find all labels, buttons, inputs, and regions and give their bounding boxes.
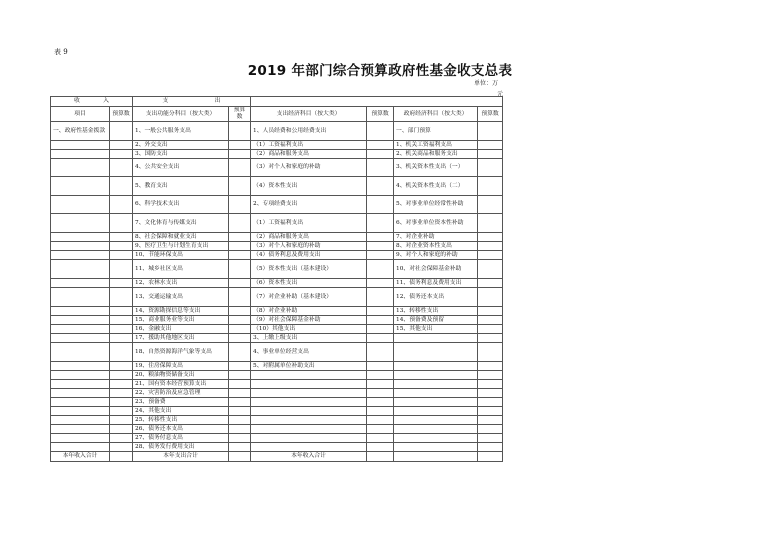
expense-total-government — [394, 452, 478, 462]
function-budget — [229, 307, 251, 316]
economic-budget — [367, 288, 394, 307]
function-item: 11、城乡社区支出 — [133, 260, 229, 279]
function-budget — [229, 288, 251, 307]
function-item: 13、交通运输支出 — [133, 288, 229, 307]
economic-budget — [367, 362, 394, 371]
function-item: 10、节能环保支出 — [133, 251, 229, 260]
income-item — [51, 177, 110, 196]
economic-item: （3）对个人和家庭的补助 — [251, 242, 367, 251]
income-item — [51, 334, 110, 343]
income-item — [51, 196, 110, 214]
header-row-columns — [51, 107, 503, 122]
table-row — [51, 343, 503, 362]
economic-item — [251, 398, 367, 407]
unit-label-continued: 元 — [497, 91, 504, 98]
function-item: 12、农林水支出 — [133, 279, 229, 288]
function-item: 22、灾害防治及应急管理 — [133, 389, 229, 398]
income-budget — [110, 325, 133, 334]
income-budget — [110, 416, 133, 425]
income-item — [51, 242, 110, 251]
income-item — [51, 362, 110, 371]
government-budget — [478, 279, 503, 288]
table-row — [51, 122, 503, 141]
function-budget — [229, 279, 251, 288]
economic-budget — [367, 416, 394, 425]
table-row — [51, 407, 503, 416]
income-item — [51, 325, 110, 334]
income-budget — [110, 407, 133, 416]
table-row — [51, 325, 503, 334]
function-item: 15、商业服务业等支出 — [133, 316, 229, 325]
table-row — [51, 288, 503, 307]
income-item — [51, 307, 110, 316]
income-item — [51, 343, 110, 362]
economic-item: 2、专项经费支出 — [251, 196, 367, 214]
function-item: 6、科学技术支出 — [133, 196, 229, 214]
expense-total-economic-value — [367, 452, 394, 462]
economic-budget — [367, 380, 394, 389]
expense-total-function: 本年支出合计 — [133, 452, 229, 462]
income-budget — [110, 443, 133, 452]
income-budget — [110, 288, 133, 307]
government-budget — [478, 316, 503, 325]
function-item: 18、自然资源海洋气象等支出 — [133, 343, 229, 362]
income-item — [51, 233, 110, 242]
income-budget — [110, 343, 133, 362]
function-item: 23、预备费 — [133, 398, 229, 407]
economic-item: 4、事业单位经营支出 — [251, 343, 367, 362]
government-budget — [478, 380, 503, 389]
income-budget — [110, 141, 133, 150]
table-row — [51, 362, 503, 371]
function-item: 4、公共安全支出 — [133, 159, 229, 177]
government-item: 15、其他支出 — [394, 325, 478, 334]
economic-item — [251, 407, 367, 416]
economic-item: （10）其他支出 — [251, 325, 367, 334]
government-item — [394, 362, 478, 371]
government-budget — [478, 362, 503, 371]
income-item — [51, 150, 110, 159]
income-budget — [110, 279, 133, 288]
function-budget — [229, 150, 251, 159]
function-item: 19、住房保障支出 — [133, 362, 229, 371]
income-item — [51, 380, 110, 389]
function-item: 26、债务还本支出 — [133, 425, 229, 434]
economic-item: （2）商品和服务支出 — [251, 150, 367, 159]
economic-item — [251, 380, 367, 389]
table-row — [51, 443, 503, 452]
table-row — [51, 242, 503, 251]
income-total-value — [110, 452, 133, 462]
function-item: 28、债务发行费用支出 — [133, 443, 229, 452]
function-item: 20、粮油物资储备支出 — [133, 371, 229, 380]
income-budget — [110, 214, 133, 233]
economic-item — [251, 389, 367, 398]
function-budget — [229, 260, 251, 279]
table-row — [51, 380, 503, 389]
income-budget — [110, 362, 133, 371]
government-budget — [478, 159, 503, 177]
income-budget — [110, 122, 133, 141]
government-budget — [478, 260, 503, 279]
expense-total-government-value — [478, 452, 503, 462]
unit-label: 单位：万 — [474, 80, 499, 87]
government-item: 7、对企业补助 — [394, 233, 478, 242]
government-item: 3、机关资本性支出（一） — [394, 159, 478, 177]
government-item: 11、债务利息及费用支出 — [394, 279, 478, 288]
function-item: 3、国防支出 — [133, 150, 229, 159]
income-item — [51, 371, 110, 380]
government-item: 10、对社会保障基金补助 — [394, 260, 478, 279]
government-budget — [478, 251, 503, 260]
table-row — [51, 260, 503, 279]
economic-budget — [367, 407, 394, 416]
col-item: 项目 — [51, 107, 110, 122]
income-item — [51, 214, 110, 233]
col-economic: 支出经济科目（按大类） — [251, 107, 367, 122]
table-row — [51, 279, 503, 288]
income-item — [51, 434, 110, 443]
economic-item: （6）资本性支出 — [251, 279, 367, 288]
economic-item: 5、对附属单位补助支出 — [251, 362, 367, 371]
income-item — [51, 389, 110, 398]
economic-item — [251, 425, 367, 434]
economic-item: （2）商品和服务支出 — [251, 233, 367, 242]
economic-item: 3、上缴上级支出 — [251, 334, 367, 343]
income-item — [51, 159, 110, 177]
income-total: 本年收入合计 — [51, 452, 110, 462]
function-item: 27、债务付息支出 — [133, 434, 229, 443]
header-empty-cell — [251, 97, 503, 107]
income-budget — [110, 177, 133, 196]
table-row — [51, 251, 503, 260]
economic-item: （4）债务利息及费用支出 — [251, 251, 367, 260]
table-row — [51, 334, 503, 343]
economic-budget — [367, 141, 394, 150]
function-budget — [229, 242, 251, 251]
income-item — [51, 416, 110, 425]
economic-budget — [367, 434, 394, 443]
income-item — [51, 443, 110, 452]
economic-budget — [367, 389, 394, 398]
economic-budget — [367, 196, 394, 214]
government-budget — [478, 214, 503, 233]
government-budget — [478, 307, 503, 316]
function-item: 14、资源勘探信息等支出 — [133, 307, 229, 316]
economic-budget — [367, 334, 394, 343]
economic-budget — [367, 242, 394, 251]
table-row — [51, 371, 503, 380]
government-item: 12、债务还本支出 — [394, 288, 478, 307]
table-row — [51, 307, 503, 316]
government-budget — [478, 242, 503, 251]
economic-budget — [367, 343, 394, 362]
income-item — [51, 251, 110, 260]
economic-item: （1）工资福利支出 — [251, 141, 367, 150]
budget-table — [50, 96, 503, 462]
economic-item: （1）工资福利支出 — [251, 214, 367, 233]
col-budget-function: 预算数 — [229, 107, 251, 122]
government-budget — [478, 196, 503, 214]
page-title: 2019 年部门综合预算政府性基金收支总表 — [247, 63, 513, 79]
income-budget — [110, 159, 133, 177]
col-budget-income: 预算数 — [110, 107, 133, 122]
government-budget — [478, 122, 503, 141]
function-item: 1、一般公共服务支出 — [133, 122, 229, 141]
function-item: 17、援助其他地区支出 — [133, 334, 229, 343]
col-government: 政府经济科目（按大类） — [394, 107, 478, 122]
income-item: 一、政府性基金拨款 — [51, 122, 110, 141]
income-item — [51, 260, 110, 279]
table-row — [51, 150, 503, 159]
government-budget — [478, 233, 503, 242]
government-item — [394, 416, 478, 425]
expense-total-economic: 本年收入合计 — [251, 452, 367, 462]
economic-budget — [367, 325, 394, 334]
government-budget — [478, 425, 503, 434]
economic-item — [251, 416, 367, 425]
function-budget — [229, 316, 251, 325]
table-row — [51, 141, 503, 150]
government-item: 14、预备费及预留 — [394, 316, 478, 325]
income-budget — [110, 389, 133, 398]
income-budget — [110, 371, 133, 380]
table-row — [51, 177, 503, 196]
income-budget — [110, 260, 133, 279]
income-budget — [110, 434, 133, 443]
function-budget — [229, 196, 251, 214]
function-item: 8、社会保障和就业支出 — [133, 233, 229, 242]
government-item: 13、转移性支出 — [394, 307, 478, 316]
function-item: 5、教育支出 — [133, 177, 229, 196]
function-item: 7、文化体育与传媒支出 — [133, 214, 229, 233]
government-budget — [478, 443, 503, 452]
income-budget — [110, 233, 133, 242]
government-item — [394, 371, 478, 380]
government-budget — [478, 389, 503, 398]
government-item: 6、对事业单位资本性补助 — [394, 214, 478, 233]
function-budget — [229, 380, 251, 389]
government-item — [394, 425, 478, 434]
government-item: 1、机关工资福利支出 — [394, 141, 478, 150]
economic-item: 1、人员经费和公用经费支出 — [251, 122, 367, 141]
economic-item: （3）对个人和家庭的补助 — [251, 159, 367, 177]
government-budget — [478, 288, 503, 307]
economic-budget — [367, 150, 394, 159]
economic-item: （9）对社会保障基金补助 — [251, 316, 367, 325]
table-row — [51, 425, 503, 434]
total-row — [51, 452, 503, 462]
income-budget — [110, 242, 133, 251]
function-budget — [229, 251, 251, 260]
table-row — [51, 214, 503, 233]
government-budget — [478, 416, 503, 425]
economic-budget — [367, 425, 394, 434]
income-budget — [110, 150, 133, 159]
table-row — [51, 416, 503, 425]
function-budget — [229, 425, 251, 434]
government-item — [394, 407, 478, 416]
government-budget — [478, 371, 503, 380]
function-budget — [229, 122, 251, 141]
function-budget — [229, 325, 251, 334]
header-row-top — [51, 97, 503, 107]
income-budget — [110, 316, 133, 325]
income-item — [51, 398, 110, 407]
function-budget — [229, 233, 251, 242]
income-header: 收 入 — [51, 97, 133, 107]
economic-budget — [367, 177, 394, 196]
government-item — [394, 443, 478, 452]
income-budget — [110, 196, 133, 214]
government-item: 4、机关资本性支出（二） — [394, 177, 478, 196]
government-item: 一、部门预算 — [394, 122, 478, 141]
income-item — [51, 407, 110, 416]
economic-item: （4）资本性支出 — [251, 177, 367, 196]
table-row — [51, 434, 503, 443]
table-row — [51, 389, 503, 398]
government-budget — [478, 325, 503, 334]
expense-total-function-value — [229, 452, 251, 462]
function-budget — [229, 407, 251, 416]
function-item: 16、金融支出 — [133, 325, 229, 334]
government-item — [394, 398, 478, 407]
col-budget-economic: 预算数 — [367, 107, 394, 122]
function-budget — [229, 389, 251, 398]
function-item: 9、医疗卫生与计划生育支出 — [133, 242, 229, 251]
col-budget-government: 预算数 — [478, 107, 503, 122]
economic-budget — [367, 371, 394, 380]
income-item — [51, 288, 110, 307]
government-item — [394, 334, 478, 343]
function-budget — [229, 141, 251, 150]
economic-item — [251, 434, 367, 443]
function-item: 25、转移性支出 — [133, 416, 229, 425]
income-budget — [110, 334, 133, 343]
function-budget — [229, 177, 251, 196]
function-budget — [229, 159, 251, 177]
government-budget — [478, 407, 503, 416]
income-budget — [110, 307, 133, 316]
economic-budget — [367, 122, 394, 141]
table-row — [51, 196, 503, 214]
function-budget — [229, 398, 251, 407]
function-budget — [229, 434, 251, 443]
economic-item: （5）资本性支出（基本建设） — [251, 260, 367, 279]
economic-budget — [367, 251, 394, 260]
economic-budget — [367, 443, 394, 452]
economic-item — [251, 371, 367, 380]
economic-budget — [367, 316, 394, 325]
income-budget — [110, 398, 133, 407]
government-item: 9、对个人和家庭的补助 — [394, 251, 478, 260]
income-budget — [110, 425, 133, 434]
expense-header: 支 出 — [133, 97, 251, 107]
function-budget — [229, 214, 251, 233]
economic-budget — [367, 214, 394, 233]
function-budget — [229, 416, 251, 425]
government-budget — [478, 141, 503, 150]
government-budget — [478, 177, 503, 196]
function-item: 2、外交支出 — [133, 141, 229, 150]
economic-item: （8）对企业补助 — [251, 307, 367, 316]
table-number: 表 9 — [54, 48, 68, 56]
economic-item: （7）对企业补助（基本建设） — [251, 288, 367, 307]
government-item: 5、对事业单位经常性补助 — [394, 196, 478, 214]
economic-budget — [367, 398, 394, 407]
government-item — [394, 380, 478, 389]
function-item: 24、其他支出 — [133, 407, 229, 416]
income-item — [51, 425, 110, 434]
income-item — [51, 279, 110, 288]
function-budget — [229, 371, 251, 380]
economic-budget — [367, 233, 394, 242]
table-row — [51, 316, 503, 325]
economic-budget — [367, 307, 394, 316]
government-budget — [478, 343, 503, 362]
income-budget — [110, 380, 133, 389]
economic-budget — [367, 260, 394, 279]
government-budget — [478, 434, 503, 443]
function-budget — [229, 443, 251, 452]
government-item: 8、对企业资本性支出 — [394, 242, 478, 251]
function-budget — [229, 334, 251, 343]
government-budget — [478, 150, 503, 159]
function-item: 21、国有资本经营预算支出 — [133, 380, 229, 389]
income-budget — [110, 251, 133, 260]
table-row — [51, 159, 503, 177]
function-budget — [229, 343, 251, 362]
col-function: 支出功能分科目（按大类） — [133, 107, 229, 122]
government-item — [394, 434, 478, 443]
government-item — [394, 343, 478, 362]
government-item: 2、机关商品和服务支出 — [394, 150, 478, 159]
economic-budget — [367, 159, 394, 177]
government-budget — [478, 398, 503, 407]
government-budget — [478, 334, 503, 343]
economic-budget — [367, 279, 394, 288]
economic-item — [251, 443, 367, 452]
function-budget — [229, 362, 251, 371]
table-row — [51, 233, 503, 242]
government-item — [394, 389, 478, 398]
income-item — [51, 141, 110, 150]
table-row — [51, 398, 503, 407]
income-item — [51, 316, 110, 325]
